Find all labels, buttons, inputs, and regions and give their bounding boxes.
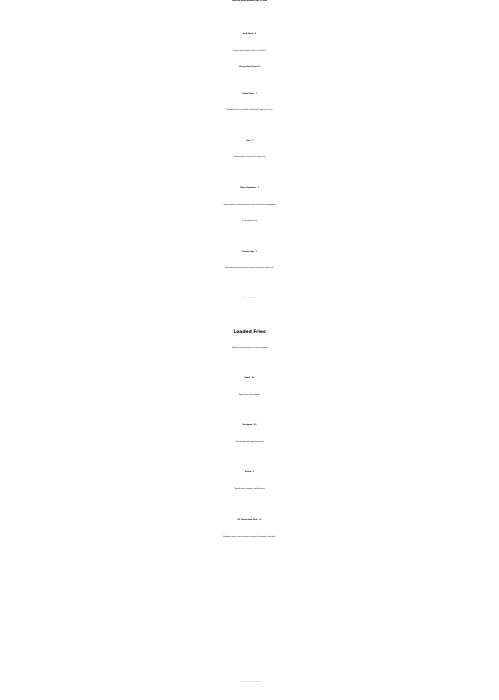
side-note-garlic-bread: (Cheesy Garlic Bread +2) [238, 67, 261, 68]
loaded-desc-napoli: Napoli sauce and mozzarella [238, 395, 261, 396]
side-desc-winter-vegetables-1: Steamed greens, Italian dressing, sesame seeds, shaved parmigiano [223, 205, 276, 206]
side-title-polenta-chips: Polenta Chips – 9 [242, 252, 257, 253]
menu-header: Sides and snacks available from 11.30am [231, 1, 268, 2]
side-title-sicilian-olives: Sicilian Olives – 7 [242, 94, 257, 95]
loaded-title-parmigiano: Parmigiano – 8.5 [242, 425, 257, 426]
loaded-desc-isp: Bolognese sauce, cherry tomatoes, mozzarella, parmesan, fresh basil [223, 537, 276, 538]
loaded-desc-diavola: Chipotle mayo, jalapeños, melted cheese [233, 489, 266, 490]
side-desc-fries: Shoestring fries, lemon aioli (v, o/g on req) [233, 157, 266, 158]
section-divider: --- --- --- [243, 298, 256, 299]
side-desc-garlic-bread: Crusty bread with garlic, butter, and herbs (v) [232, 51, 267, 52]
side-desc-polenta-chips: Broccolini and polenta thick cut chips, house made relish (v, gf) [225, 268, 274, 269]
loaded-desc-parmigiano: Fig & balsamic with grated parmesan [235, 442, 264, 443]
loaded-title-diavola: Diavola – 9 [244, 472, 255, 473]
side-title-garlic-bread: Garlic Bread – 6 [242, 34, 257, 35]
side-title-fries: Fries – 7 [246, 141, 253, 142]
loaded-title-napoli: Napoli – 8.5 [244, 378, 255, 379]
loaded-title-isp: ISP (Italian Snack Pack) – 15 [237, 520, 262, 521]
side-title-winter-vegetables: Winter Vegetables – 7 [240, 188, 259, 189]
side-desc-winter-vegetables-2: (v, gf, vegan on req) [241, 221, 258, 222]
side-desc-sicilian-olives: Marinated olives served with crusty bread (vegan, gf on req.) [226, 110, 273, 111]
section-title-loaded-fries: Loaded Fries [233, 330, 266, 335]
section-subtitle-loaded-fries: Zigzag fries loaded with your choice of topping [231, 348, 268, 349]
